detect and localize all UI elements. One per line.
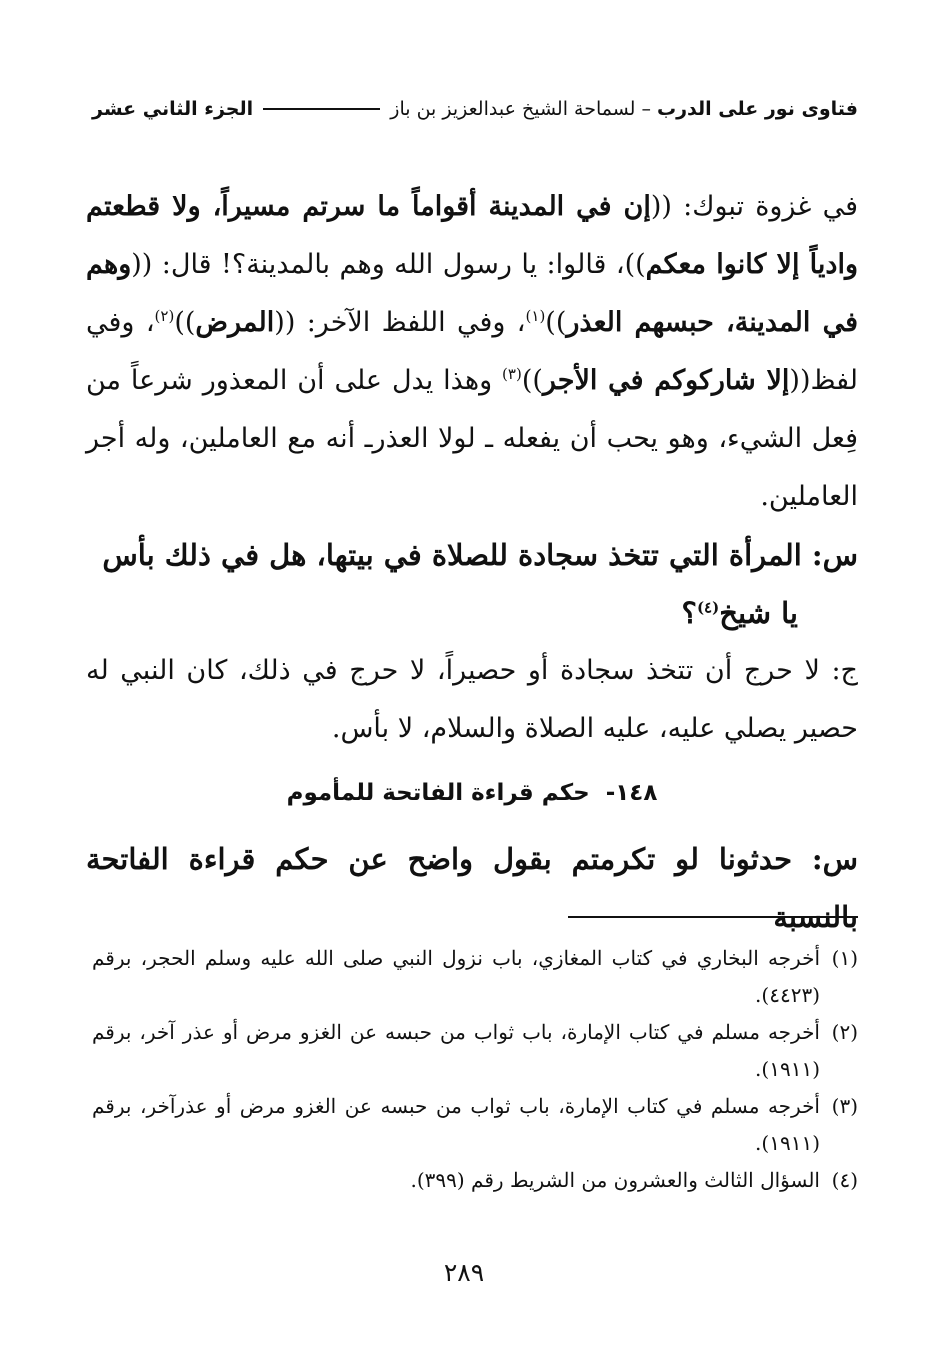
header-rule <box>263 108 380 110</box>
footnote-number: (٣) <box>831 1094 858 1118</box>
footnote <box>92 940 858 1014</box>
author-name: – لسماحة الشيخ عبدالعزيز بن باز <box>390 98 651 120</box>
footnote-number: (٢) <box>831 1020 858 1044</box>
footnote <box>92 1088 858 1162</box>
footnote <box>92 1014 858 1088</box>
text-run: ))، قالوا: يا رسول الله وهم بالمدينة؟! قال: (( <box>131 249 646 280</box>
text-run: في غزوة تبوك: (( <box>650 191 858 222</box>
footnote-ref: (٢) <box>154 307 175 325</box>
text-run: ، وفي لفظ(( <box>86 307 858 396</box>
question-1-continued <box>86 584 858 642</box>
text-run: )) <box>545 307 567 338</box>
paragraph-hadith <box>86 178 858 526</box>
question-text: س: المرأة التي تتخذ سجادة للصلاة في بيتها، هل في ذلك بأس <box>102 538 858 572</box>
part-label: الجزء الثاني عشر <box>92 98 254 120</box>
text-run: )) <box>174 307 196 338</box>
footnote-number: (٤) <box>831 1168 858 1192</box>
footnote-number: (١) <box>831 946 858 970</box>
footnote-ref: (٤) <box>696 598 720 617</box>
book-title: فتاوى نور على الدرب <box>657 98 858 120</box>
hadith-quote: وهم في المدينة، حبسهم العذر <box>86 249 858 338</box>
text-run: ، وفي اللفظ الآخر: (( <box>274 307 526 338</box>
section-number: ١٤٨- <box>605 780 658 806</box>
footnote-separator <box>568 916 858 918</box>
footnotes <box>92 940 858 1199</box>
footnote-ref: (٣) <box>502 365 522 383</box>
text-run: وهذا يدل على أن المعذور شرعاً من فِعل الشيء، وهو يحب أن يفعله ـ لولا العذرـ أنه مع العاملين، وله أجر العاملين. <box>86 365 858 512</box>
section-title: حكم قراءة الفاتحة للمأموم <box>286 780 590 806</box>
question-1 <box>86 526 858 584</box>
page-number: ٢٨٩ <box>443 1258 485 1287</box>
footnote-text: أخرجه مسلم في كتاب الإمارة، باب ثواب من حبسه عن الغزو مرض أو عذر آخر، برقم (١٩١١). <box>92 1020 820 1081</box>
footnote-ref: (١) <box>525 307 546 325</box>
hadith-quote: المرض <box>195 307 275 338</box>
text-run: )) <box>521 365 543 396</box>
hadith-quote: إلا شاركوكم في الأجر <box>542 365 790 396</box>
footnote-text: أخرجه البخاري في كتاب المغازي، باب نزول النبي صلى الله عليه وسلم الحجر، برقم (٤٤٢٣). <box>92 946 820 1007</box>
footnote <box>92 1162 858 1199</box>
hadith-quote: إن في المدينة أقواماً ما سرتم مسيراً، ولا قطعتم وادياً إلا كانوا معكم <box>86 191 858 280</box>
question-text: يا شيخ <box>719 596 798 630</box>
answer-1: ج: لا حرج أن تتخذ سجادة أو حصيراً، لا حرج في ذلك، كان النبي له حصير يصلي عليه، عليه الصلاة والسلام، لا بأس. <box>86 655 858 744</box>
running-header <box>92 92 858 126</box>
footnote-text: السؤال الثالث والعشرون من الشريط رقم (٣٩٩). <box>410 1168 820 1192</box>
question-2: س: حدثونا لو تكرمتم بقول واضح عن حكم قراءة الفاتحة بالنسبة <box>86 842 858 934</box>
section-heading <box>86 764 858 822</box>
footnote-text: أخرجه مسلم في كتاب الإمارة، باب ثواب من حبسه عن الغزو مرض أو عذرآخر، برقم (١٩١١). <box>92 1094 820 1155</box>
question-mark: ؟ <box>681 596 697 630</box>
main-text <box>86 178 858 946</box>
